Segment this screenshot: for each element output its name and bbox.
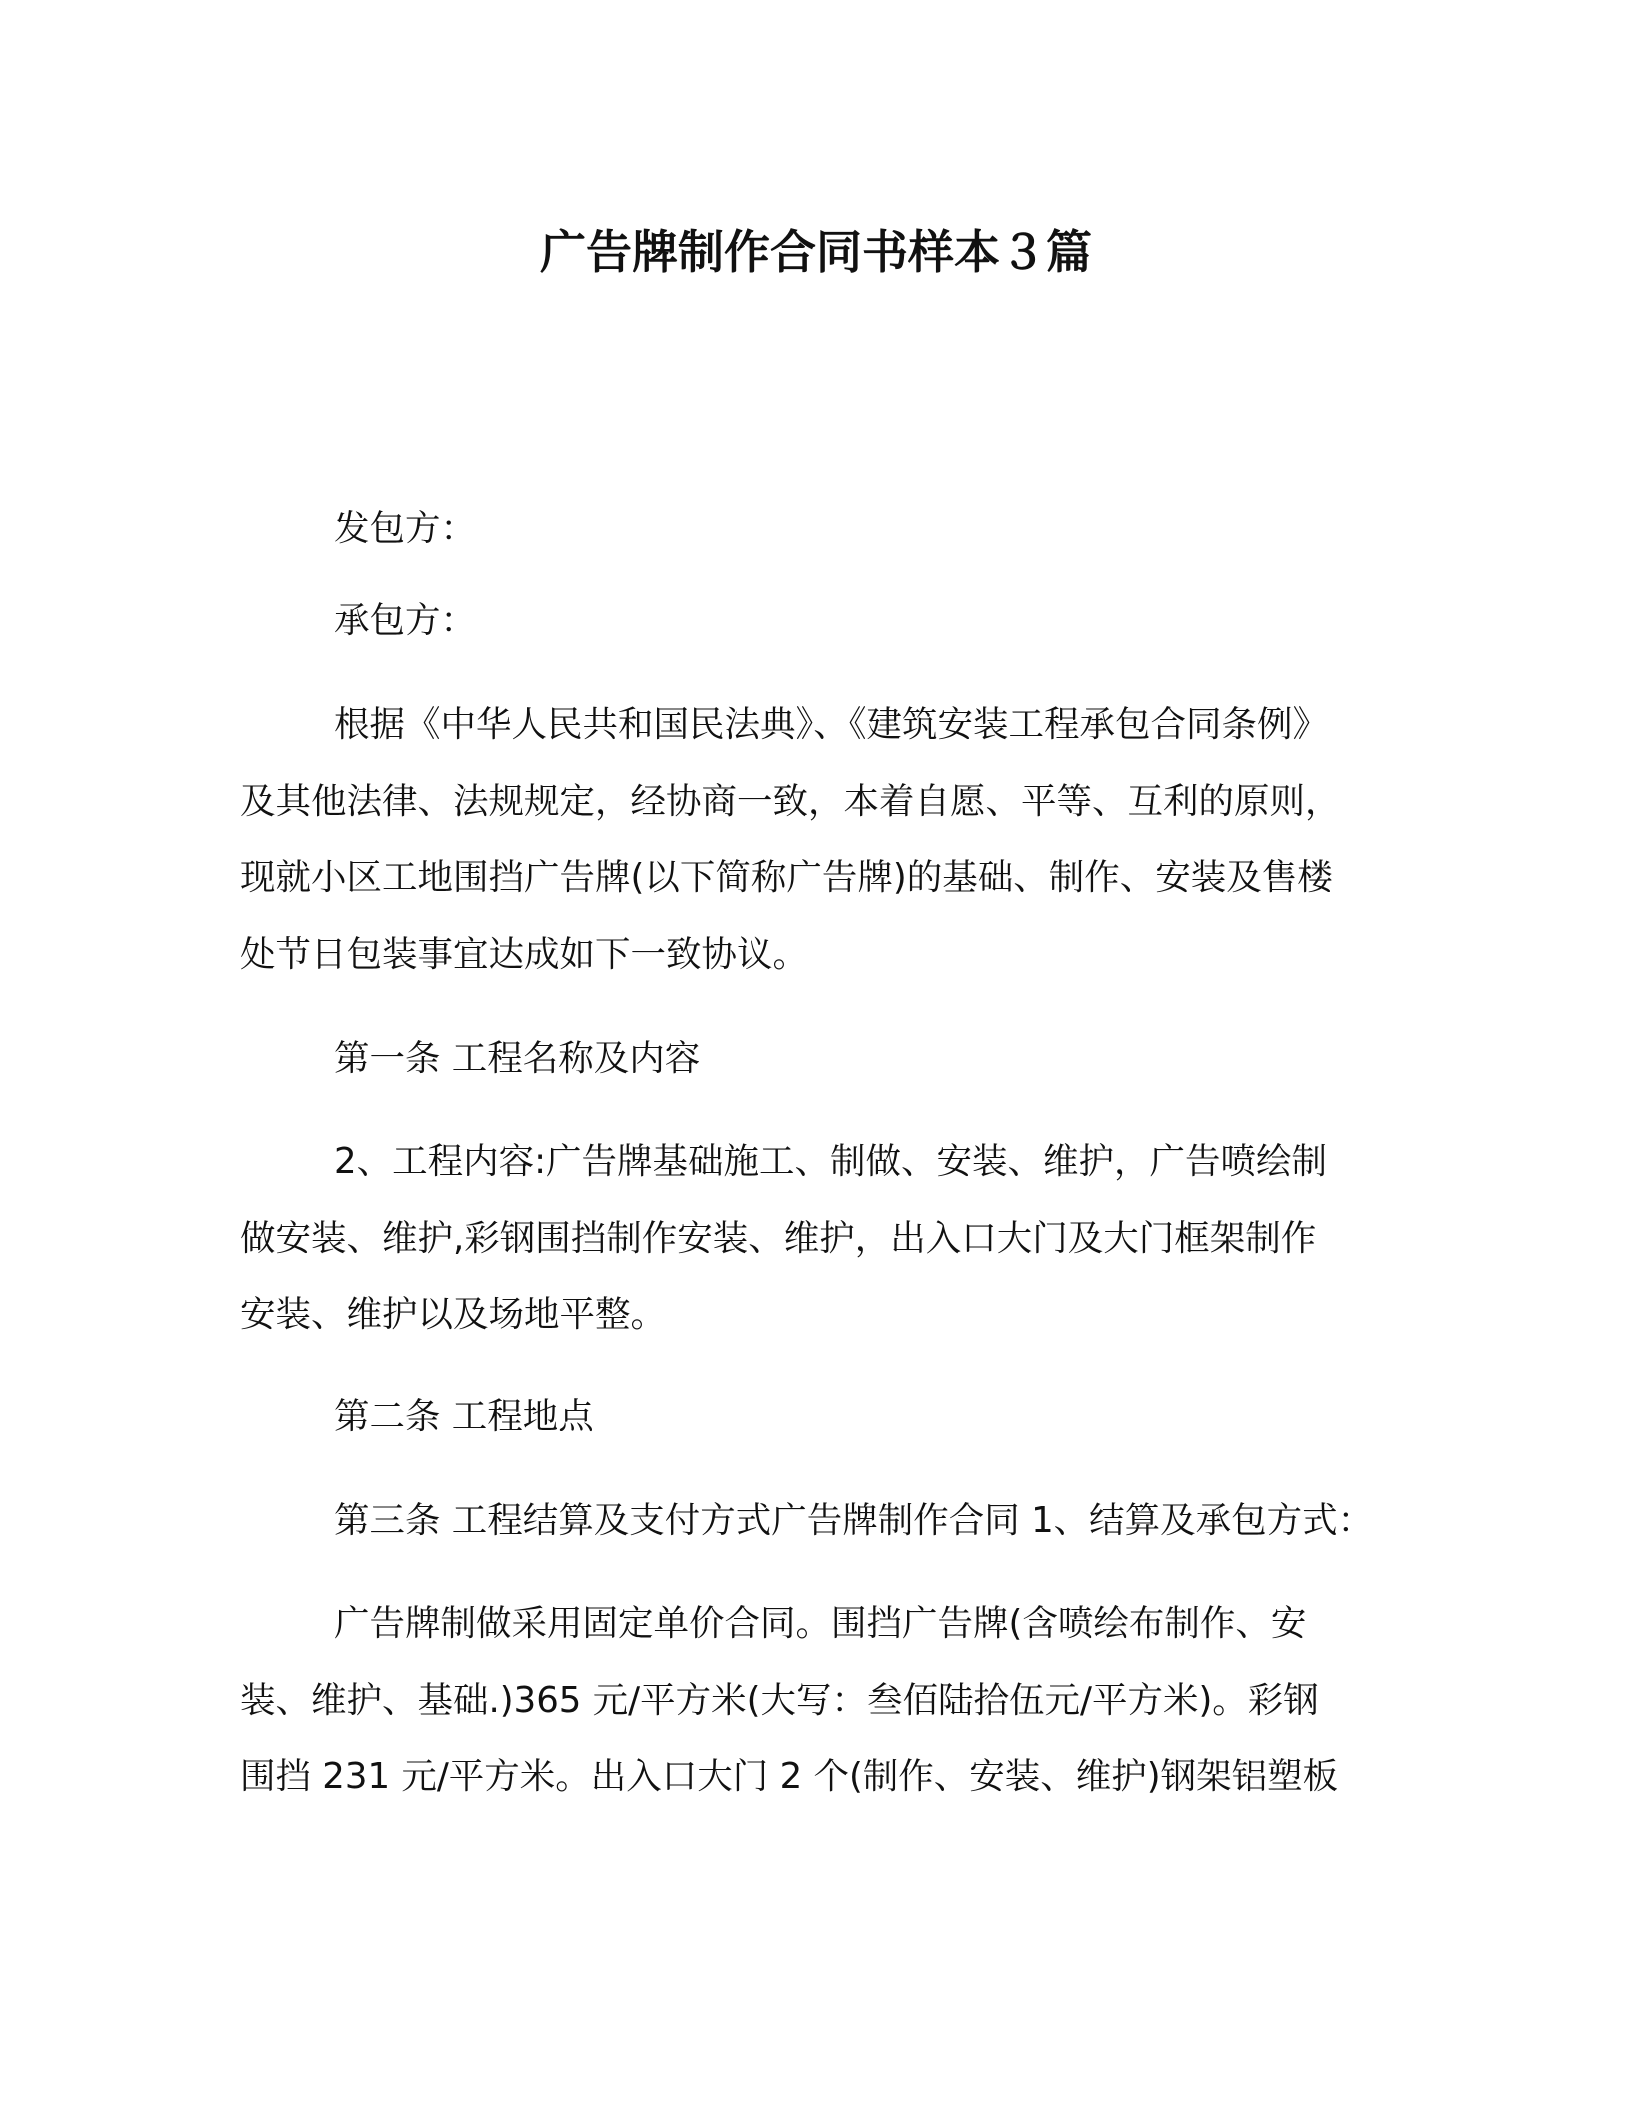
text-line: 装、维护、基础.)365 元/平方米(大写：叁佰陆拾伍元/平方米)。彩钢 bbox=[240, 1679, 1319, 1721]
paragraph-article-2 bbox=[240, 1379, 1395, 1456]
text-line: 根据《中华人民共和国民法典》、《建筑安装工程承包合同条例》 bbox=[334, 704, 1329, 745]
text-line: 做安装、维护,彩钢围挡制作安装、维护，出入口大门及大门框架制作 bbox=[240, 1217, 1317, 1259]
paragraph-preamble bbox=[240, 687, 1395, 993]
paragraph-article-1 bbox=[240, 1021, 1395, 1098]
text-line: 及其他法律、法规规定，经协商一致，本着自愿、平等、互利的原则， bbox=[240, 780, 1341, 822]
paragraph-pricing bbox=[240, 1586, 1395, 1816]
text-line: 广告牌制做采用固定单价合同。围挡广告牌(含喷绘布制作、安 bbox=[334, 1603, 1307, 1644]
text-line: 承包方： bbox=[334, 600, 477, 641]
text-line: 围挡 231 元/平方米。出入口大门 2 个(制作、安装、维护)钢架铝塑板 bbox=[240, 1756, 1339, 1797]
paragraph-project-content bbox=[240, 1124, 1395, 1354]
document-title: 广告牌制作合同书样本３篇 bbox=[540, 225, 1092, 279]
text-line: 第二条 工程地点 bbox=[334, 1396, 594, 1437]
text-line: 第三条 工程结算及支付方式广告牌制作合同 1、结算及承包方式： bbox=[334, 1500, 1374, 1541]
text-line: 2、工程内容:广告牌基础施工、制做、安装、维护，广告喷绘制 bbox=[334, 1141, 1328, 1182]
paragraph-article-3 bbox=[240, 1483, 1395, 1560]
text-line: 第一条 工程名称及内容 bbox=[334, 1038, 701, 1079]
text-line: 现就小区工地围挡广告牌(以下简称广告牌)的基础、制作、安装及售楼 bbox=[240, 857, 1333, 898]
paragraph-contractor bbox=[240, 583, 1395, 660]
paragraph-employer bbox=[240, 491, 1395, 568]
text-line: 发包方： bbox=[334, 508, 477, 549]
text-line: 处节日包装事宜达成如下一致协议。 bbox=[240, 933, 809, 975]
text-line: 安装、维护以及场地平整。 bbox=[240, 1294, 667, 1335]
